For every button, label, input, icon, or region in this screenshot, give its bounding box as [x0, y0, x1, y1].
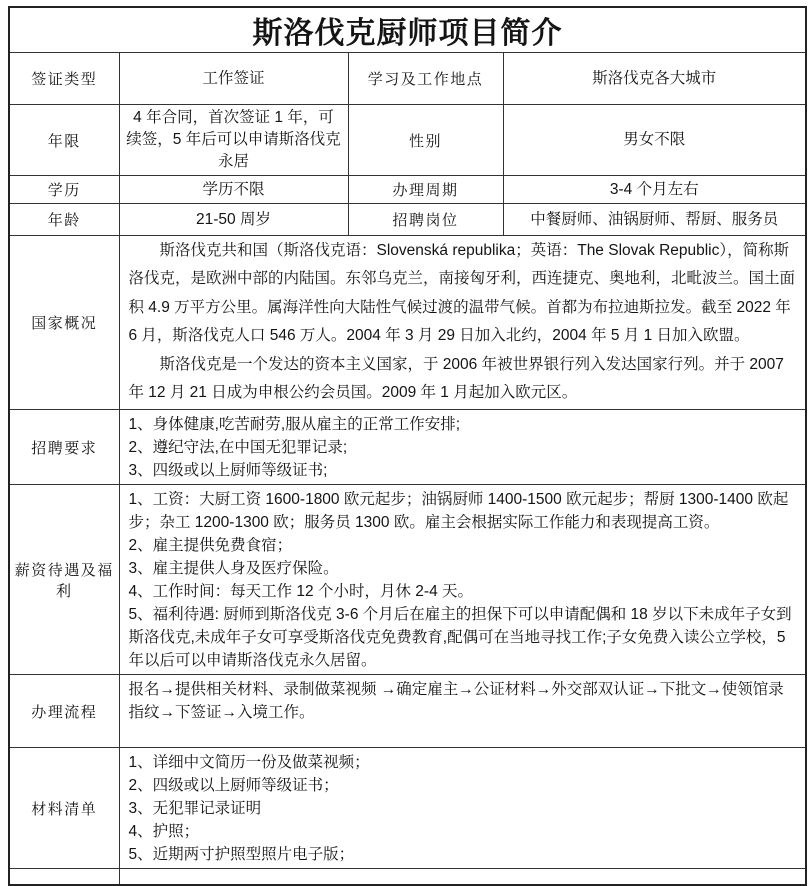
- salary-item: 3、雇主提供人身及医疗保险。: [128, 560, 339, 578]
- requirement-item: 3、四级或以上厨师等级证书;: [128, 462, 328, 480]
- location-label: 学习及工作地点: [348, 53, 503, 105]
- material-item: 5、近期两寸护照型照片电子版；: [128, 846, 355, 864]
- process-text: 报名→提供相关材料、录制做菜视频 →确定雇主→公证材料→外交部双认证→下批文→使领馆录指纹→下签证→入境工作。: [119, 675, 806, 748]
- location-value: 斯洛伐克各大城市: [503, 53, 806, 105]
- salary-benefits-row: [9, 485, 806, 675]
- salary-benefits-label: 薪资待遇及福利: [9, 485, 119, 675]
- country-paragraph-1: 斯洛伐克共和国（斯洛伐克语：Slovenská republika；英语：The Slovak Republic），简称斯洛伐克，是欧洲中部的内陆国。东邻乌克兰，南接匈牙利，西连捷克、奥地利，北毗波兰。国土面积 4.9 万平方公里。属海洋性向大陆性气候过渡的温带气候。首都为布拉迪斯拉发。截至 2022 年 6 月，斯洛伐克人口 546 万人。2004 年 3 月 29 日加入北约，2004 年 5 月 1 日加入欧盟。: [128, 242, 796, 345]
- positions-label: 招聘岗位: [348, 204, 503, 236]
- table-row: [9, 105, 806, 176]
- table-row: [9, 53, 806, 105]
- material-item: 3、无犯罪记录证明: [128, 800, 262, 818]
- cutoff-row-content-cell: [119, 869, 806, 886]
- material-item: 1、详细中文简历一份及做菜视频；: [128, 754, 370, 772]
- country-overview-row: [9, 236, 806, 410]
- process-row: [9, 675, 806, 748]
- age-value: 21-50 周岁: [119, 204, 348, 236]
- salary-item: 2、雇主提供免费食宿；: [128, 537, 293, 555]
- requirements-list: [119, 410, 806, 485]
- salary-item: 4、工作时间：每天工作 12 个小时，月休 2-4 天。: [128, 583, 473, 601]
- materials-label: 材料清单: [9, 748, 119, 869]
- cutoff-row-label-cell: [9, 869, 119, 886]
- salary-item: 1、工资：大厨工资 1600-1800 欧元起步；油锅厨师 1400-1500 欧元起步；帮厨 1300-1400 欧起步；杂工 1200-1300 欧；服务员 1300 欧。雇主会根据实际工作能力和表现提高工资。: [128, 491, 789, 532]
- salary-benefits-list: [119, 485, 806, 675]
- table-row: [9, 204, 806, 236]
- gender-value: 男女不限: [503, 105, 806, 176]
- materials-row: [9, 748, 806, 869]
- cycle-label: 办理周期: [348, 176, 503, 204]
- material-item: 2、四级或以上厨师等级证书；: [128, 777, 339, 795]
- country-overview-label: 国家概况: [9, 236, 119, 410]
- title-row: [9, 7, 806, 53]
- age-label: 年龄: [9, 204, 119, 236]
- cutoff-row: [9, 869, 806, 886]
- cycle-value: 3-4 个月左右: [503, 176, 806, 204]
- table-row: [9, 176, 806, 204]
- duration-value: 4 年合同，首次签证 1 年，可续签，5 年后可以申请斯洛伐克永居: [119, 105, 348, 176]
- positions-value: 中餐厨师、油锅厨师、帮厨、服务员: [503, 204, 806, 236]
- requirements-label: 招聘要求: [9, 410, 119, 485]
- page-title: 斯洛伐克厨师项目简介: [9, 7, 806, 53]
- gender-label: 性别: [348, 105, 503, 176]
- project-intro-table: [8, 6, 807, 886]
- visa-type-label: 签证类型: [9, 53, 119, 105]
- country-paragraph-2: 斯洛伐克是一个发达的资本主义国家，于 2006 年被世界银行列入发达国家行列。并于 2007 年 12 月 21 日成为申根公约会员国。2009 年 1 月起加入欧元区。: [128, 355, 784, 402]
- requirement-item: 1、身体健康,吃苦耐劳,服从雇主的正常工作安排;: [128, 416, 461, 434]
- education-label: 学历: [9, 176, 119, 204]
- process-label: 办理流程: [9, 675, 119, 748]
- visa-type-value: 工作签证: [119, 53, 348, 105]
- duration-label: 年限: [9, 105, 119, 176]
- education-value: 学历不限: [119, 176, 348, 204]
- salary-item: 5、福利待遇: 厨师到斯洛伐克 3-6 个月后在雇主的担保下可以申请配偶和 18 岁以下未成年子女到斯洛伐克,未成年子女可享受斯洛伐克免费教育,配偶可在当地寻找工作;子女免费入读公立学校，5 年以后可以申请斯洛伐克永久居留。: [128, 606, 792, 670]
- requirement-item: 2、遵纪守法,在中国无犯罪记录;: [128, 439, 348, 457]
- materials-list: [119, 748, 806, 869]
- material-item: 4、护照；: [128, 823, 200, 841]
- country-overview-text: [119, 236, 806, 410]
- requirements-row: [9, 410, 806, 485]
